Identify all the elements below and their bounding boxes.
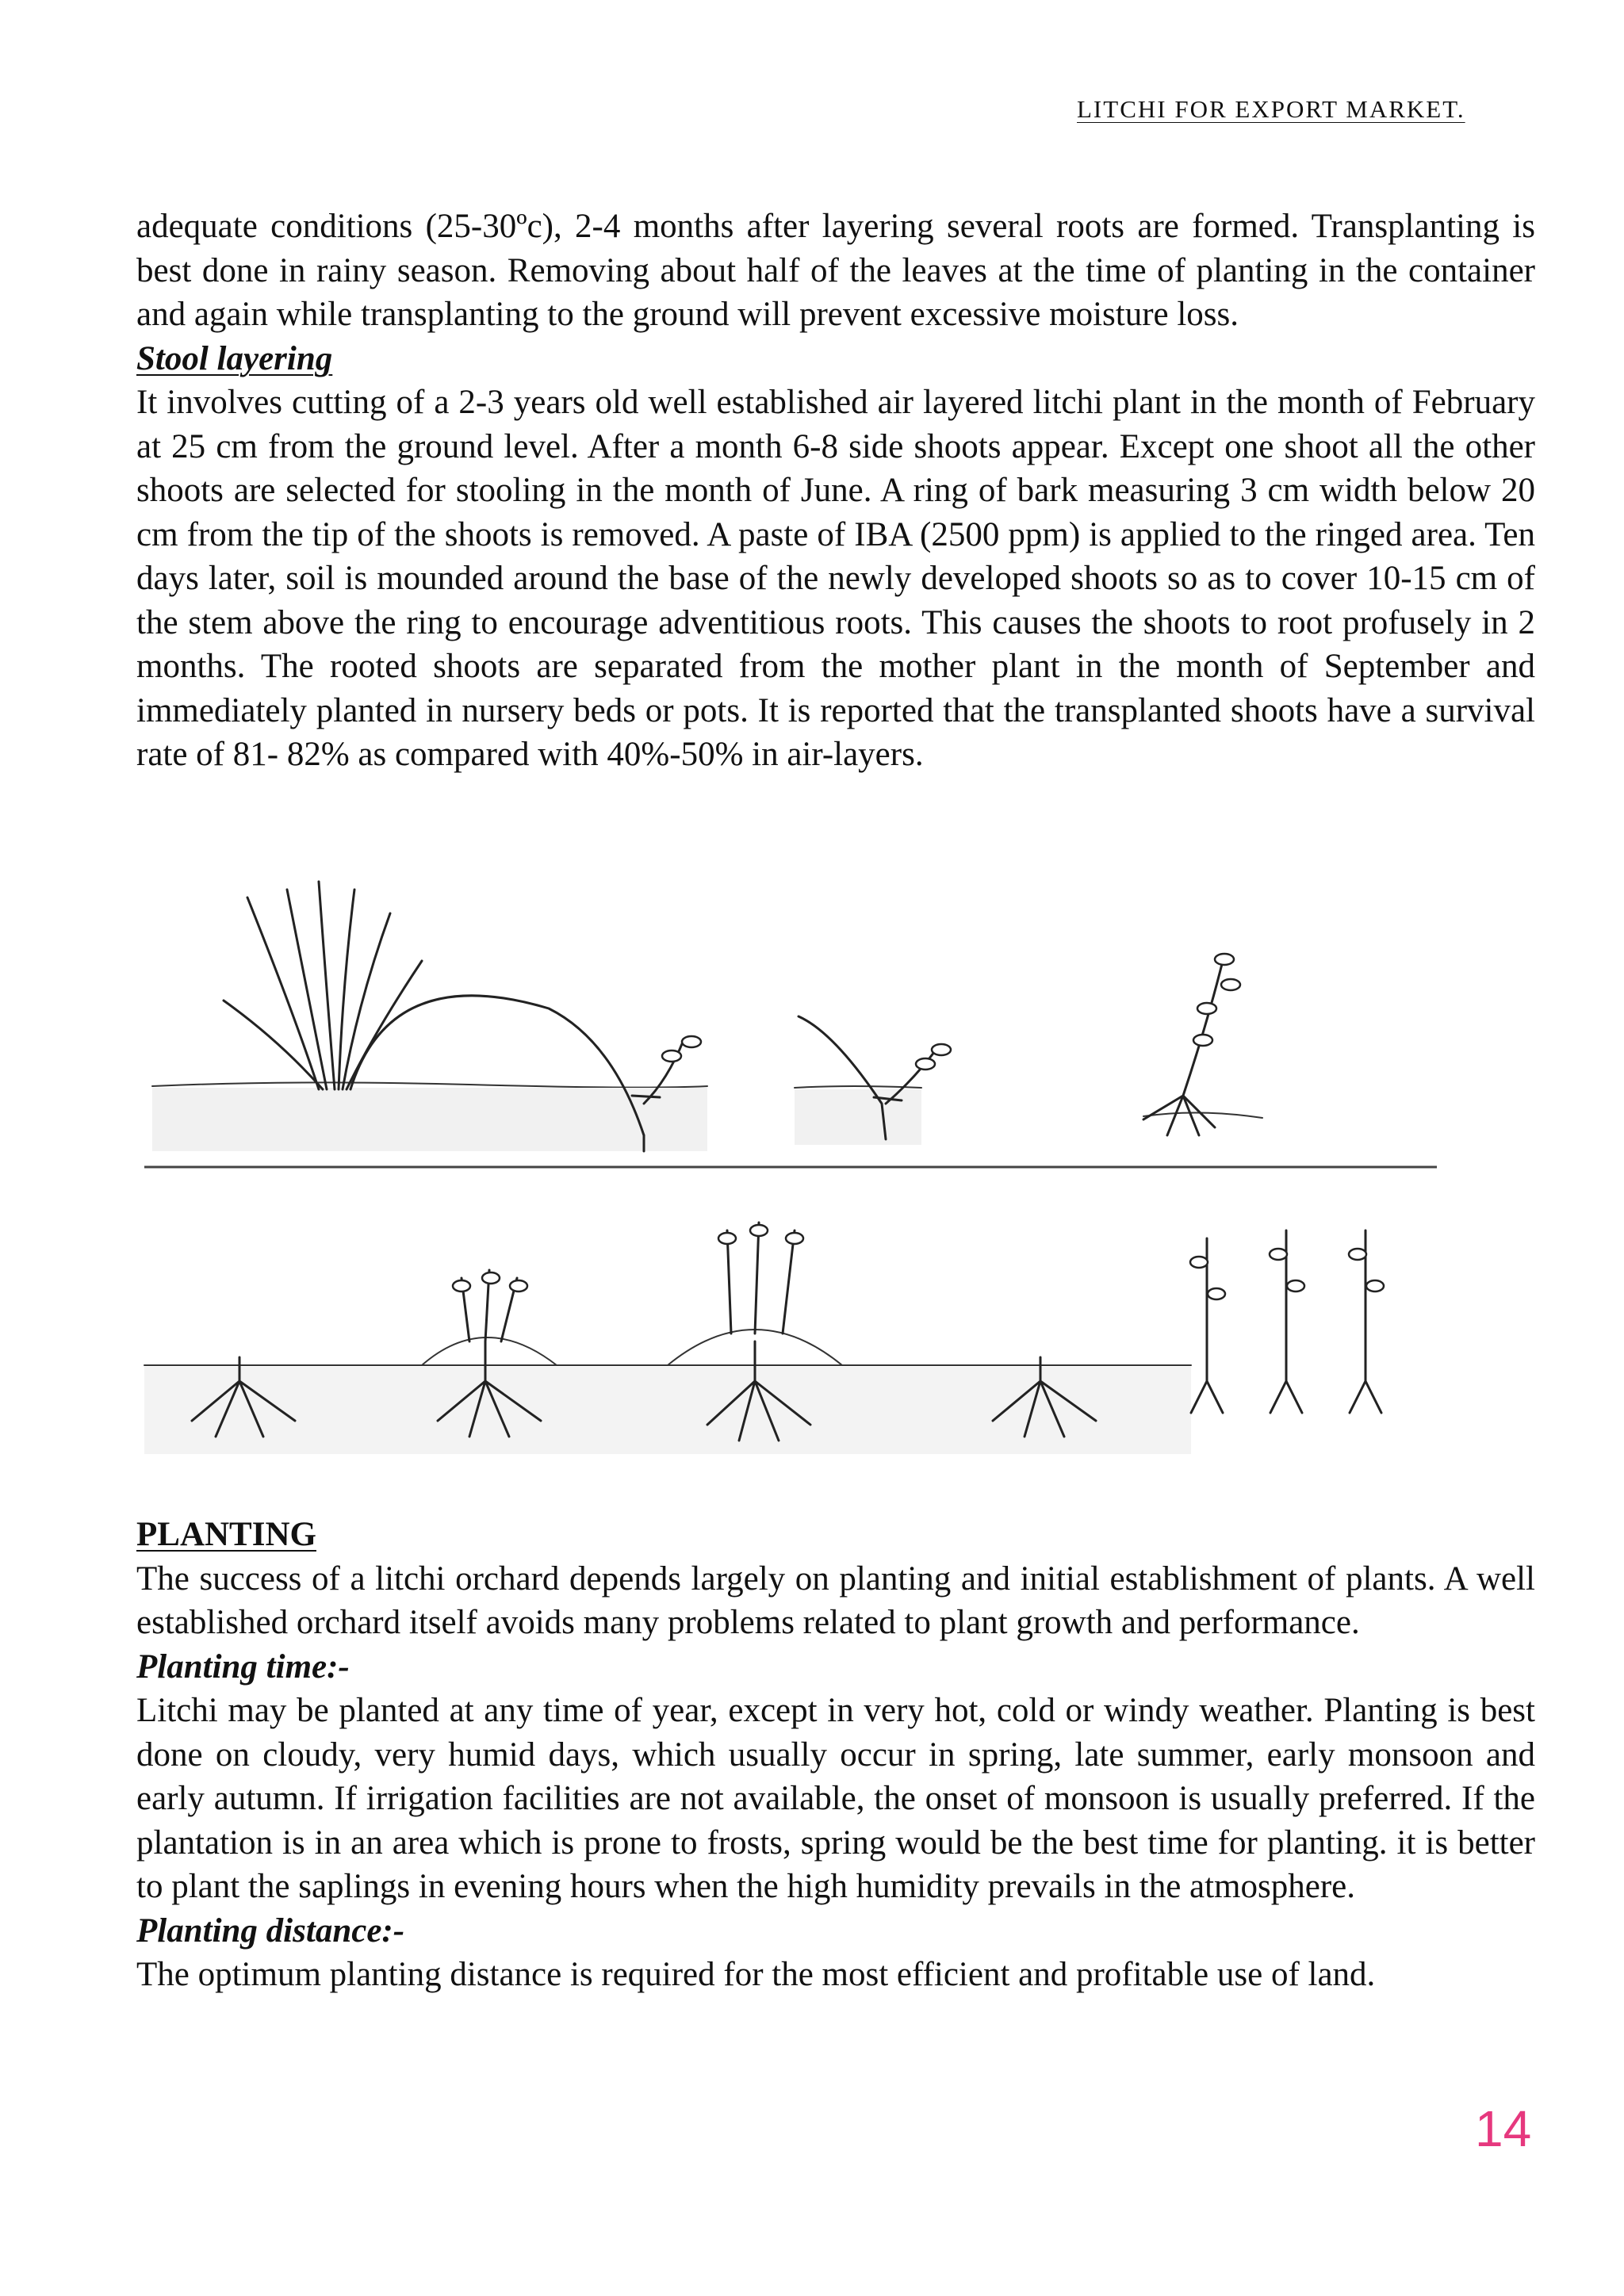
planting-heading: PLANTING — [136, 1516, 316, 1553]
bottom-row-leaves — [453, 1225, 1384, 1299]
planting-distance-heading: Planting distance:- — [136, 1911, 405, 1950]
planting-section — [136, 1513, 1535, 1997]
planting-time-paragraph: Litchi may be planted at any time of year, except in very hot, cold or windy weather. Planting is best done on cloudy, very humid days, which usually occur in spring, late summer, early monsoon and early autumn. If irrigation facilities are not available, the onset of monsoon is usually preferred. If the plantation is in an area which is prone to frosts, spring would be the best time for planting. it is better to plant the saplings in evening hours when the high humidity prevails in the atmosphere. — [136, 1692, 1535, 1905]
bottom-row-soil — [144, 1330, 1191, 1454]
top-row-soil — [152, 1082, 1262, 1151]
page-number: 14 — [1475, 2100, 1532, 2157]
planting-paragraph: The success of a litchi orchard depends largely on planting and initial establishment of plants. A well established orchard itself avoids many problems related to plant growth and performance. — [136, 1559, 1535, 1641]
planting-distance-paragraph: The optimum planting distance is required for the most efficient and profitable use of land. — [136, 1956, 1376, 1993]
planting-time-heading: Planting time:- — [136, 1647, 350, 1686]
top-row-leaves — [662, 954, 1240, 1070]
illustration-svg — [136, 866, 1445, 1476]
rooted-shoot-stage — [1143, 961, 1223, 1135]
running-header: LITCHI FOR EXPORT MARKET. — [1077, 95, 1465, 123]
stool-layering-heading: Stool layering — [136, 339, 333, 377]
stool-layering-illustration — [136, 866, 1445, 1476]
stool-layering-paragraph: It involves cutting of a 2-3 years old well established air layered litchi plant in the month of February at 25 cm from the ground level. After a month 6-8 side shoots appear. Except one shoot all the other shoots are selected for stooling in the month of June. A ring of bark measuring 3 cm width below 20 cm from the tip of the shoots is removed. A paste of IBA (2500 ppm) is applied to the ringed area. Ten days later, soil is mounded around the base of the newly developed shoots so as to cover 10-15 cm of the stem above the ring to encourage adventitious roots. This causes the shoots to root profusely in 2 months. The rooted shoots are separated from the mother plant in the month of September and immediately planted in nursery beds or pots. It is reported that the transplanted shoots have a survival rate of 81- 82% as compared with 40%-50% in air-layers. — [136, 384, 1535, 773]
intro-paragraph: adequate conditions (25-30ºc), 2-4 months after layering several roots are formed. Transplanting is best done in rainy season. Removing about half of the leaves at the time of planting in the container and again while transplanting to the ground will prevent excessive moisture loss. — [136, 208, 1535, 333]
intro-section — [136, 205, 1535, 777]
